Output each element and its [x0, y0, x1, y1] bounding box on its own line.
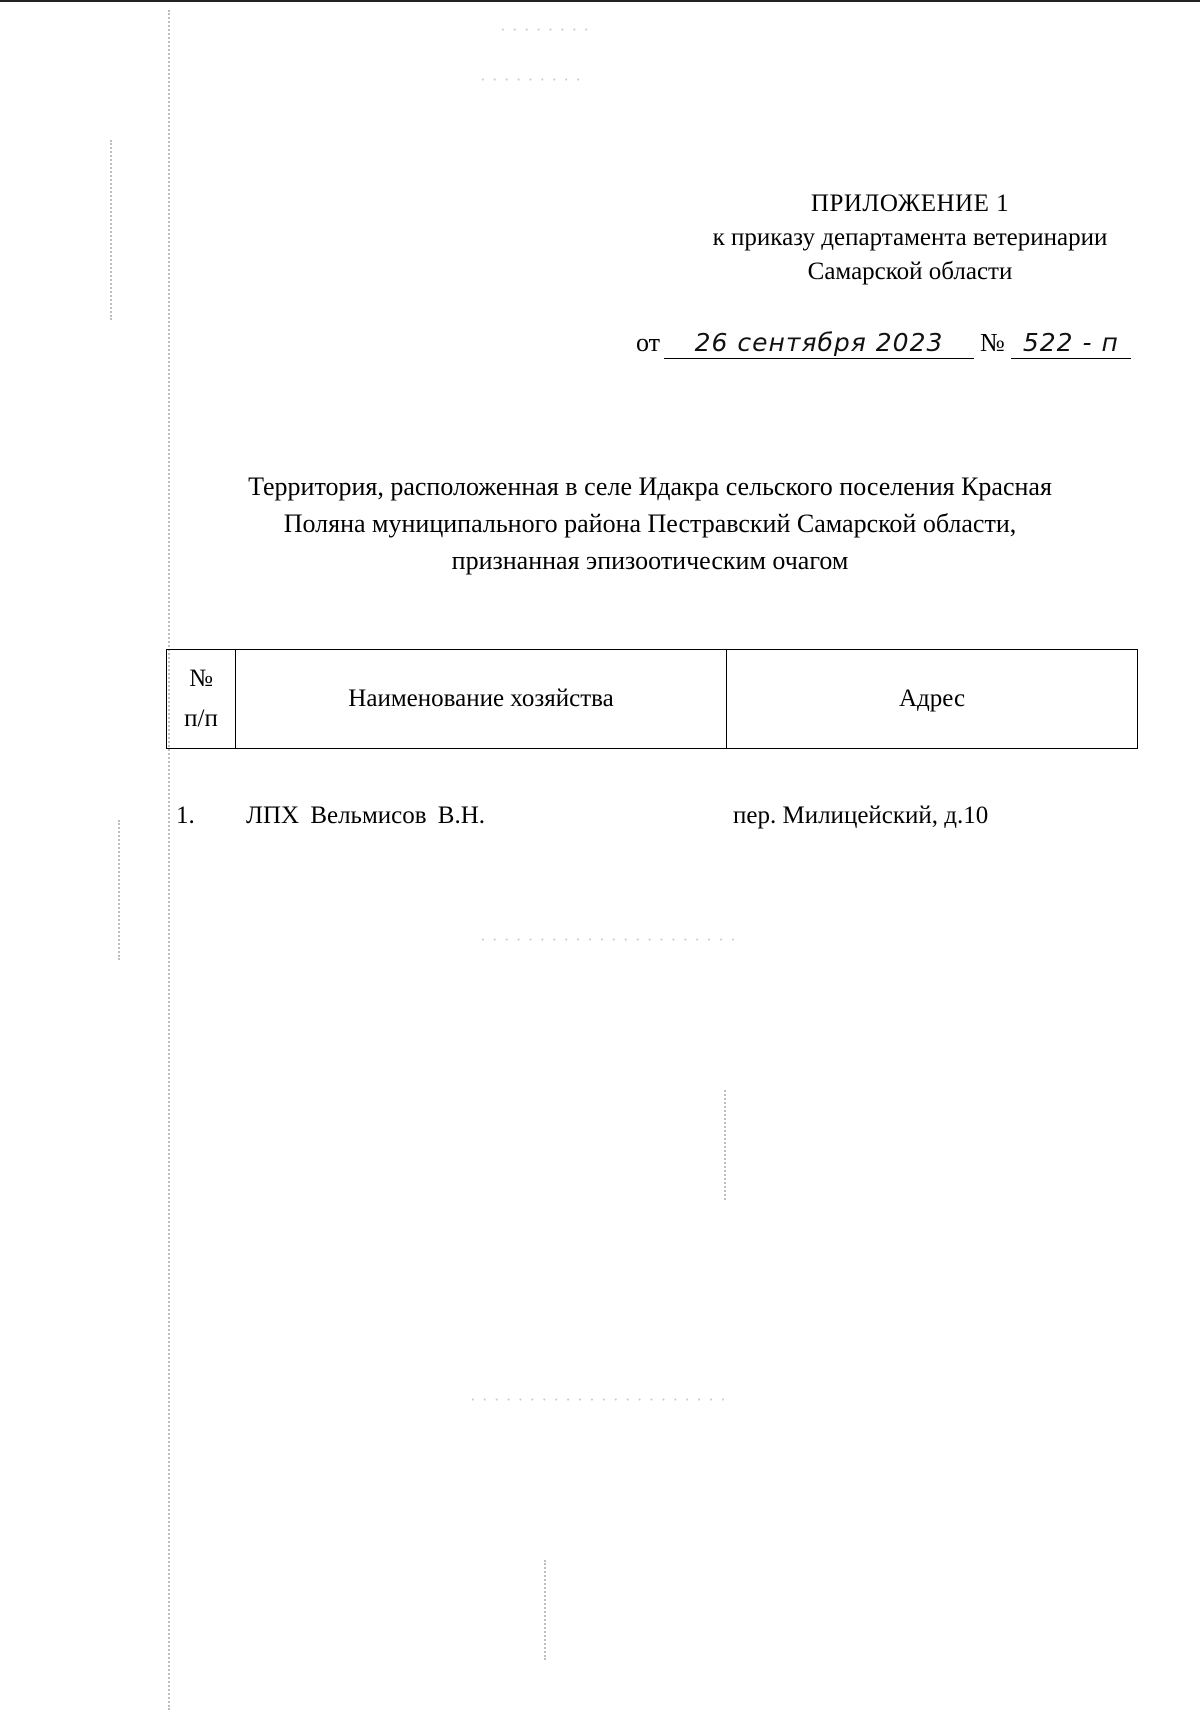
order-number-prefix: №	[980, 328, 1005, 357]
scan-noise: · · · · · · · · · · · · · · · · · · · · · ·	[480, 930, 737, 949]
scan-noise	[168, 10, 172, 1710]
appendix-block	[680, 187, 1140, 289]
header-number-line2: п/п	[184, 705, 218, 732]
heading-line2: Поляна муниципального района Пестравский Самарской области,	[283, 509, 1017, 538]
header-address: Адрес	[727, 650, 1138, 749]
heading-line3: признанная эпизоотическим очагом	[451, 546, 849, 575]
appendix-line2: Самарской области	[807, 258, 1013, 285]
scan-top-edge	[0, 0, 1200, 2]
households-table	[166, 649, 1138, 749]
row-number: 1.	[176, 802, 195, 829]
order-dateline	[636, 328, 1131, 359]
order-number: 522 - п	[1022, 328, 1119, 357]
scan-noise	[544, 1560, 548, 1660]
order-prefix: от	[636, 328, 661, 357]
scan-noise: · · · · · · · · ·	[480, 70, 582, 89]
scan-noise: · · · · · · · · · · · · · · · · · · · · · ·	[470, 1390, 727, 1409]
scan-noise	[724, 1090, 728, 1200]
scan-noise	[118, 820, 122, 960]
scan-noise: · · · · · · · ·	[500, 20, 591, 39]
heading-line1: Территория, расположенная в селе Идакра сельского поселения Красная	[248, 472, 1052, 501]
document-heading	[160, 468, 1140, 579]
header-number	[167, 650, 236, 749]
row-address: пер. Милицейский, д.10	[733, 802, 989, 829]
order-date: 26 сентября 2023	[694, 328, 944, 357]
table-header-row	[167, 650, 1138, 749]
appendix-line1: к приказу департамента ветеринарии	[712, 224, 1108, 251]
header-number-line1: №	[189, 665, 213, 692]
header-name: Наименование хозяйства	[236, 650, 727, 749]
row-household-name: ЛПХ Вельмисов В.Н.	[246, 802, 486, 829]
scan-noise	[110, 140, 114, 320]
appendix-title: ПРИЛОЖЕНИЕ 1	[810, 190, 1010, 217]
